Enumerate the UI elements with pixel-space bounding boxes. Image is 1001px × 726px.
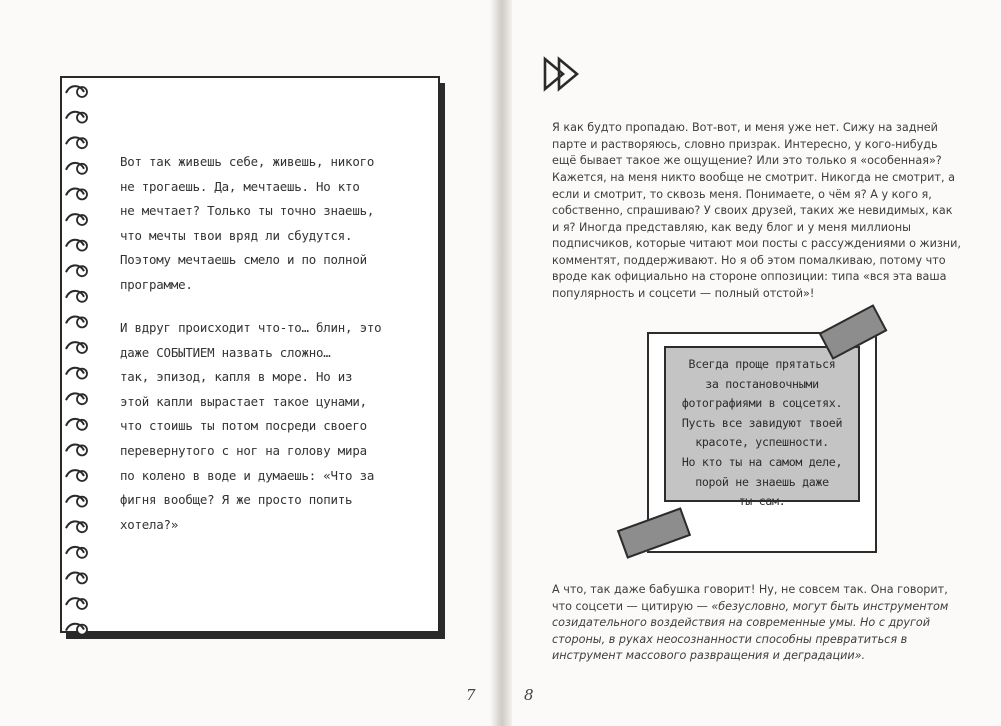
- caption-line: Всегда проще прятаться: [688, 357, 836, 371]
- handwritten-line: программе.: [120, 276, 193, 292]
- handwritten-line: по колено в воде и думаешь: «Что за: [120, 467, 375, 483]
- handwritten-line: Вот так живешь себе, живешь, никого: [120, 154, 375, 169]
- paragraph-1: Я как будто пропадаю. Вот-вот, и меня уже нет. Сижу на задней парте и растворяюсь, словно призрак. Интересно, у кого-нибудь ещё бывает такое же ощущение? Или это только я «особенная»?: [552, 121, 942, 167]
- caption-line: порой не знаешь даже: [695, 474, 829, 489]
- handwritten-line: что мечты твои вряд ли сбудутся.: [120, 227, 353, 243]
- handwritten-line: Поэтому мечтаешь смело и по полной: [120, 252, 367, 268]
- handwritten-line: И вдруг происходит что-то… блин, это: [120, 320, 382, 335]
- caption-line: ты сам.: [738, 494, 786, 509]
- handwritten-line: перевернутого с ног на голову мира: [120, 442, 367, 458]
- book-gutter: [490, 0, 512, 726]
- paragraph-3-intro: А что, так даже бабушка говорит! Ну, не совсем так. Она говорит, что соцсети — цитирую —: [552, 583, 948, 613]
- caption-line: Пусть все завидуют твоей: [681, 415, 843, 430]
- caption-line: красоте, успешности.: [695, 435, 829, 450]
- caption-line: фотографиями в соцсетях.: [681, 396, 843, 411]
- paragraph-3: [552, 582, 962, 665]
- handwritten-paragraph-2: [120, 316, 420, 537]
- page-number-left: 7: [466, 686, 476, 704]
- photo-caption: [664, 355, 860, 512]
- double-arrow-icon: [543, 56, 583, 92]
- handwritten-line: не трогаешь. Да, мечтаешь. Но кто: [120, 178, 360, 194]
- handwritten-paragraph-1: [120, 150, 420, 298]
- handwritten-line: этой капли вырастает такое цунами,: [120, 393, 367, 409]
- handwritten-line: что стоишь ты потом посреди своего: [120, 418, 367, 434]
- handwritten-line: не мечтает? Только ты точно знаешь,: [120, 203, 375, 219]
- caption-line: за постановочными: [705, 376, 819, 391]
- paragraph-2: Кажется, на меня никто вообще не смотрит. Никогда не смотрит, а если и смотрит, то сквозь меня. Понимаете, о чём я? А у кого я, собственно, спрашиваю? У своих друзей, таких же невидимых, как и я? Иногда представляю, как веду блог и у меня миллионы подписчиков, которые читают мои посты с рассуждениями о жизни, комментят, поддерживают. Но я об этом помалкиваю, потому что вроде как официально на стороне оппозиции: типа «вся эта ваша популярность и соцсети — полный отстой»!: [552, 171, 961, 300]
- handwritten-line: фигня вообще? Я же просто попить: [120, 492, 353, 508]
- handwritten-line: так, эпизод, капля в море. Но из: [120, 369, 353, 385]
- caption-line: Но кто ты на самом деле,: [681, 454, 843, 469]
- handwritten-line: даже СОБЫТИЕМ назвать сложно…: [120, 344, 331, 360]
- spiral-binding-icon: [62, 80, 102, 640]
- page-number-right: 8: [524, 686, 534, 704]
- handwritten-line: хотела?»: [120, 516, 179, 532]
- paragraph-3-quote: «безусловно, могут быть инструментом созидательного воздействия на современные умы. Но с другой стороны, в руках неосознанности способны превратиться в инструмент массового разврaщения и деградации».: [552, 599, 949, 662]
